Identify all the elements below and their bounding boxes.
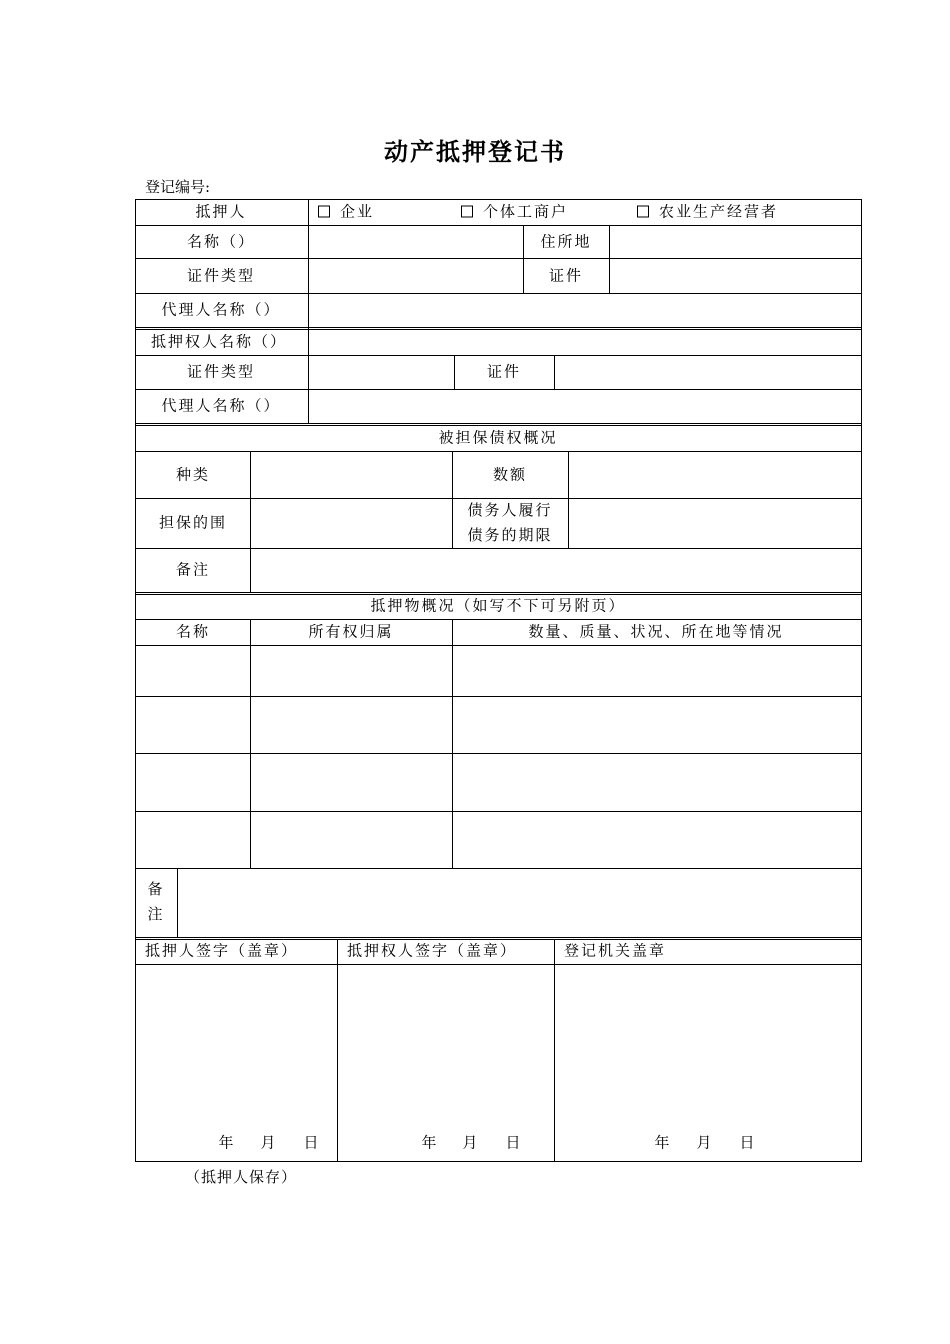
rule: [568, 451, 569, 548]
document-title: 动产抵押登记书: [384, 137, 566, 166]
authority-seal-label: 登记机关盖章: [564, 941, 667, 960]
rule: [135, 753, 861, 754]
rule: [135, 619, 861, 620]
option-individual-business-label: 个体工商户: [483, 202, 569, 221]
mortgagee-signature-label: 抵押权人签字（盖章）: [347, 941, 518, 960]
mortgagor-label: 抵押人: [195, 202, 247, 221]
rule: [861, 199, 862, 1162]
rule: [452, 451, 453, 548]
mortgagor-address-label: 住所地: [540, 232, 592, 251]
rule: [135, 327, 861, 328]
date-month: 月: [260, 1133, 278, 1152]
debt-kind-label: 种类: [175, 465, 211, 484]
property-section-header: 抵押物概况（如写不下可另附页）: [370, 596, 626, 615]
date-year: 年: [218, 1133, 236, 1152]
option-enterprise-label: 企业: [340, 202, 375, 221]
rule: [454, 355, 455, 389]
rule: [135, 199, 136, 1162]
rule: [554, 355, 555, 389]
property-col-name: 名称: [175, 622, 211, 641]
date-year: 年: [654, 1133, 672, 1152]
rule: [135, 548, 861, 549]
rule: [135, 592, 861, 593]
rule: [135, 939, 861, 940]
debt-section-header: 被担保债权概况: [438, 428, 558, 447]
mortgagee-id-type-label: 证件类型: [186, 362, 256, 381]
checkbox-icon: [318, 206, 330, 218]
option-agricultural-producer[interactable]: [637, 202, 779, 221]
guarantee-scope-label: 担保的围: [158, 513, 228, 532]
option-enterprise[interactable]: [318, 202, 375, 221]
property-remark-char-1: 备: [147, 880, 165, 898]
mortgagor-copy-note: （抵押人保存）: [185, 1168, 298, 1186]
mortgagee-id-label: 证件: [486, 362, 522, 381]
rule: [452, 619, 453, 868]
rule: [135, 451, 861, 452]
rule: [135, 811, 861, 812]
mortgagor-id-label: 证件: [548, 266, 584, 285]
property-col-owner: 所有权归属: [308, 622, 394, 641]
property-col-detail: 数量、质量、状况、所在地等情况: [528, 622, 784, 641]
registration-number-label: 登记编号:: [145, 178, 211, 196]
rule: [135, 696, 861, 697]
debt-remark-label: 备注: [175, 560, 211, 579]
rule: [554, 939, 555, 1161]
registration-form: [135, 199, 861, 1161]
rule: [135, 389, 861, 390]
mortgagor-signature-label: 抵押人签字（盖章）: [145, 941, 299, 960]
rule: [135, 868, 861, 869]
mortgagee-name-label: 抵押权人名称（）: [150, 332, 288, 351]
property-remark-label: [147, 877, 164, 927]
rule: [337, 939, 338, 1161]
mortgagor-agent-label: 代理人名称（）: [161, 300, 281, 319]
rule: [135, 293, 861, 294]
rule: [135, 1161, 862, 1162]
rule: [135, 329, 861, 330]
date-month: 月: [462, 1133, 480, 1152]
rule: [135, 594, 861, 595]
checkbox-icon: [461, 206, 473, 218]
date-day: 日: [505, 1133, 523, 1152]
rule: [135, 199, 861, 200]
performance-term-label: [467, 498, 552, 548]
date-day: 日: [739, 1133, 757, 1152]
rule: [135, 355, 861, 356]
mortgagor-name-label: 名称（）: [186, 232, 256, 251]
property-remark-char-2: 注: [147, 905, 165, 923]
performance-term-line-1: 债务人履行: [467, 501, 553, 519]
performance-term-line-2: 债务的期限: [467, 526, 553, 544]
checkbox-icon: [637, 206, 649, 218]
rule: [250, 451, 251, 592]
rule: [609, 225, 610, 293]
rule: [308, 199, 309, 423]
date-month: 月: [696, 1133, 714, 1152]
option-individual-business[interactable]: [461, 202, 569, 221]
rule: [135, 937, 861, 938]
rule: [250, 619, 251, 868]
debt-amount-label: 数额: [492, 465, 528, 484]
rule: [135, 225, 861, 226]
mortgagee-agent-label: 代理人名称（）: [161, 396, 281, 415]
rule: [135, 423, 861, 424]
rule: [523, 225, 524, 293]
date-day: 日: [303, 1133, 321, 1152]
mortgagor-id-type-label: 证件类型: [186, 266, 256, 285]
option-agricultural-producer-label: 农业生产经营者: [659, 202, 779, 221]
rule: [135, 645, 861, 646]
rule: [135, 258, 861, 259]
date-year: 年: [421, 1133, 439, 1152]
rule: [135, 425, 861, 426]
rule: [135, 964, 861, 965]
rule: [177, 868, 178, 937]
